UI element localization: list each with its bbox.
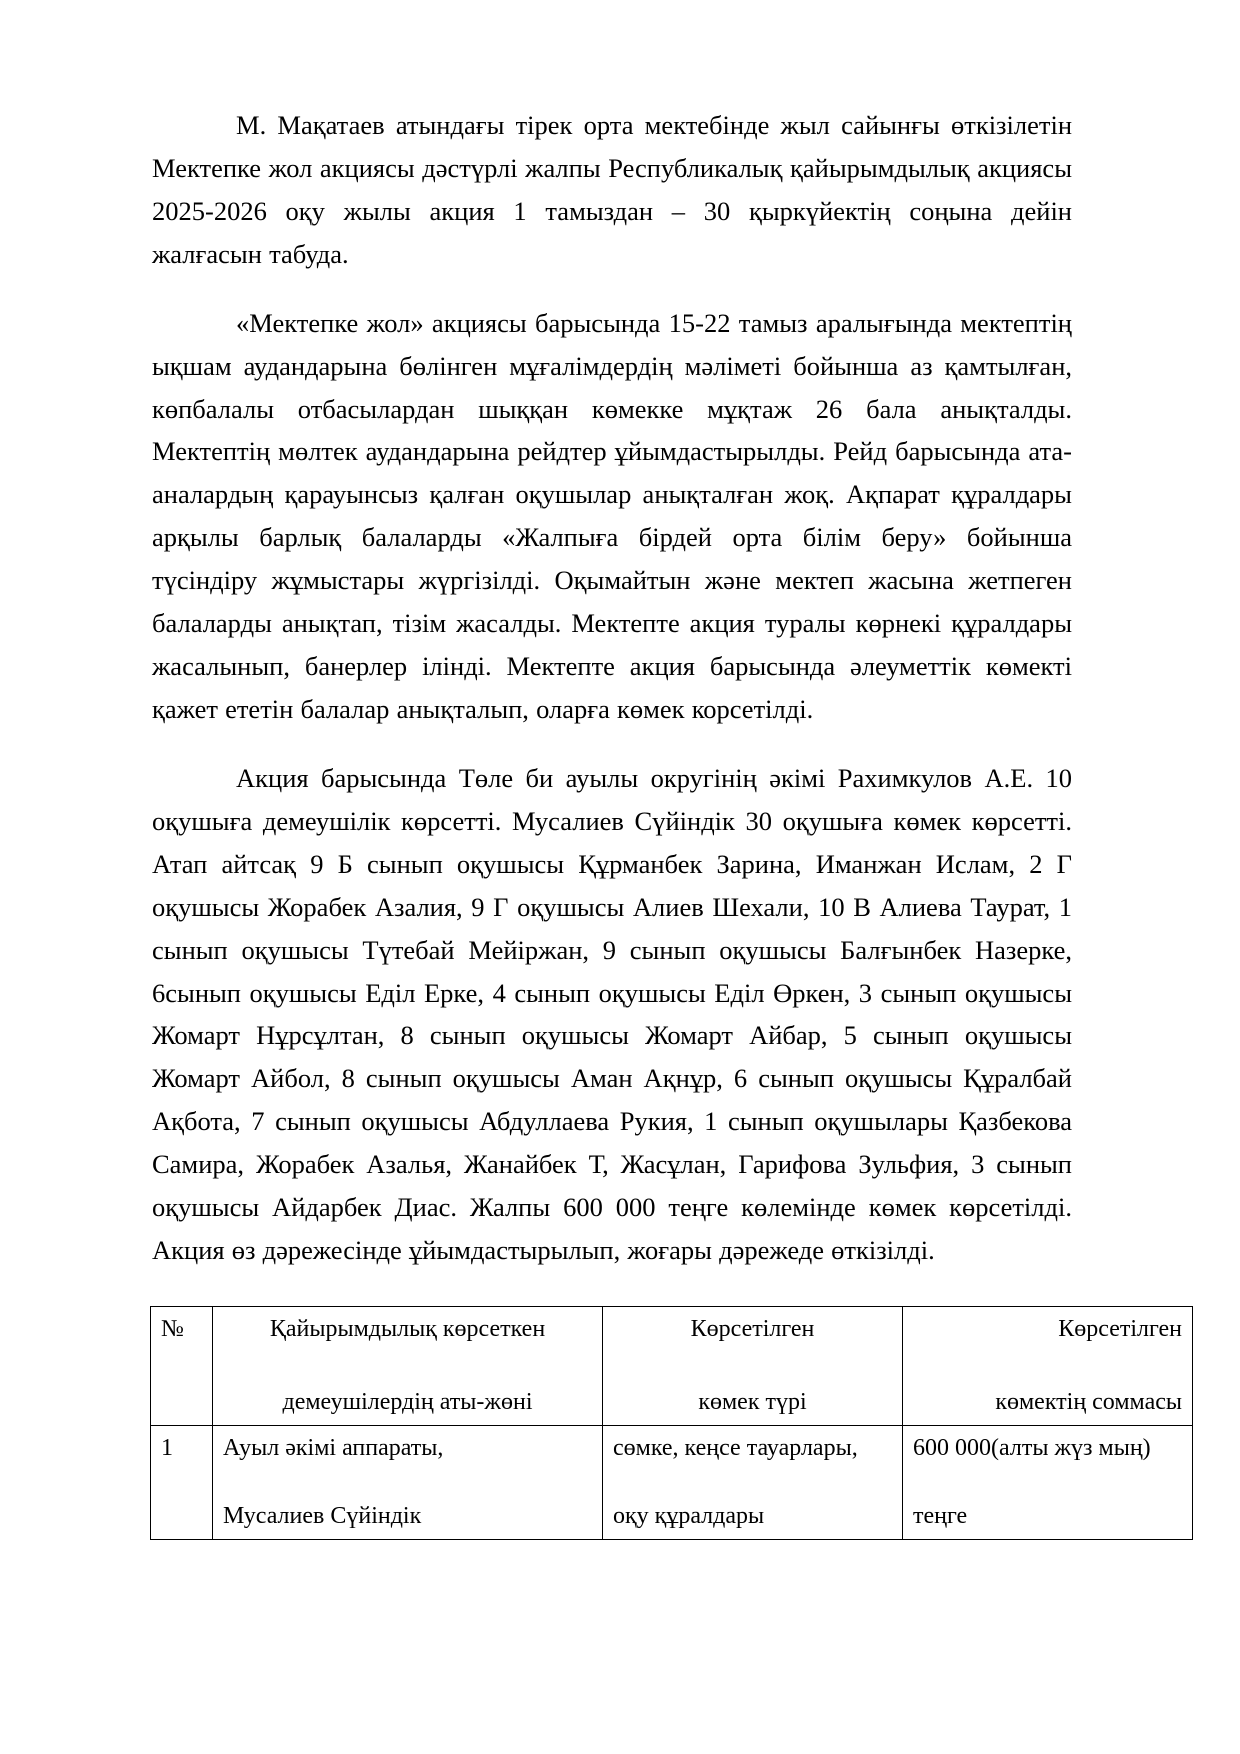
header-sponsor-line-1: Қайырымдылық көрсеткен <box>269 1315 546 1342</box>
document-body <box>152 104 1182 1540</box>
row-1-amount-line-2: теңге <box>913 1503 968 1530</box>
paragraph-2: «Мектепке жол» акциясы барысында 15-22 тамыз аралығында мектептің ықшам аудандарына бөлінген мұғалімдердің мәліметі бойынша аз қамтылған, көпбалалы отбасылардан шыққан көмекке мұқтаж 26 бала анықталды. Мектептің мөлтек аудандарына рейдтер ұйымдастырылды. Рейд барысында ата-аналардың қарауынсыз қалған оқушылар анықталған жоқ. Ақпарат құралдары арқылы барлық балаларды «Жалпыға бірдей орта білім беру» бойынша түсіндіру жұмыстары жүргізілді. Оқымайтын және мектеп жасына жетпеген балаларды анықтап, тізім жасалды. Мектепте акция туралы көрнекі құралдары жасалынып, банерлер ілінді. Мектепте акция барысында әлеуметтік көмекті қажет ететін балалар анықталып, оларға көмек корсетілді. <box>152 307 1072 724</box>
header-cell-sponsor <box>213 1306 603 1425</box>
header-aid-type-line-2: көмек түрі <box>698 1388 807 1415</box>
aid-table-wrapper <box>150 1306 1182 1540</box>
row-1-sponsor-line-2: Мусалиев Сүйіндік <box>223 1503 422 1530</box>
row-1-aid-type-line-1: сөмке, кеңсе тауарлары, <box>613 1434 858 1461</box>
header-amount-line-2: көмектің соммасы <box>995 1388 1182 1415</box>
row-1-sponsor <box>213 1425 603 1540</box>
header-aid-type-line-1: Көрсетілген <box>690 1315 815 1342</box>
row-1-amount <box>903 1425 1193 1540</box>
paragraph-3: Акция барысында Төле би ауылы округінің әкімі Рахимкулов А.Е. 10 оқушыға демеушілік көрсетті. Мусалиев Сүйіндік 30 оқушыға көмек көрсетті. Атап айтсақ 9 Б сынып оқушысы Құрманбек Зарина, Иманжан Ислам, 2 Г оқушысы Жорабек Азалия, 9 Г оқушысы Алиев Шехали, 10 В Алиева Таурат, 1 сынып оқушысы Түтебай Мейіржан, 9 сынып оқушысы Балғынбек Назерке, 6сынып оқушысы Еділ Ерке, 4 сынып оқушысы Еділ Өркен, 3 сынып оқушысы Жомарт Нұрсұлтан, 8 сынып оқушысы Жомарт Айбар, 5 сынып оқушысы Жомарт Айбол, 8 сынып оқушысы Аман Ақнұр, 6 сынып оқушысы Құралбай Ақбота, 7 сынып оқушысы Абдуллаева Рукия, 1 сынып оқушылары Қазбекова Самира, Жорабек Азалья, Жанайбек Т, Жасұлан, Гарифова Зульфия, 3 сынып оқушысы Айдарбек Диас. Жалпы 600 000 теңге көлемінде көмек көрсетілді. Акция өз дәрежесінде ұйымдастырылып, жоғары дәрежеде өткізілді. <box>152 762 1072 1266</box>
aid-table-head <box>151 1306 1193 1425</box>
table-row <box>151 1425 1193 1540</box>
header-sponsor-line-2: демеушілердің аты-жөні <box>282 1388 533 1415</box>
aid-table-body <box>151 1425 1193 1540</box>
table-header-row <box>151 1306 1193 1425</box>
row-1-sponsor-line-1: Ауыл әкімі аппараты, <box>223 1434 444 1461</box>
row-1-amount-line-1: 600 000(алты жүз мың) <box>913 1434 1151 1461</box>
header-cell-aid-type <box>603 1306 903 1425</box>
header-amount-line-1: Көрсетілген <box>1058 1315 1182 1342</box>
header-cell-amount <box>903 1306 1193 1425</box>
row-1-aid-type <box>603 1425 903 1540</box>
row-1-aid-type-line-2: оқу құралдары <box>613 1503 765 1530</box>
header-cell-number: № <box>151 1306 213 1425</box>
aid-table <box>150 1306 1193 1540</box>
row-1-number: 1 <box>151 1425 213 1540</box>
paragraph-1: М. Мақатаев атындағы тірек орта мектебінде жыл сайынғы өткізілетін Мектепке жол акциясы дәстүрлі жалпы Республикалық қайырымдылық акциясы 2025-2026 оқу жылы акция 1 тамыздан – 30 қыркүйектің соңына дейін жалғасын табуда. <box>152 110 1072 269</box>
